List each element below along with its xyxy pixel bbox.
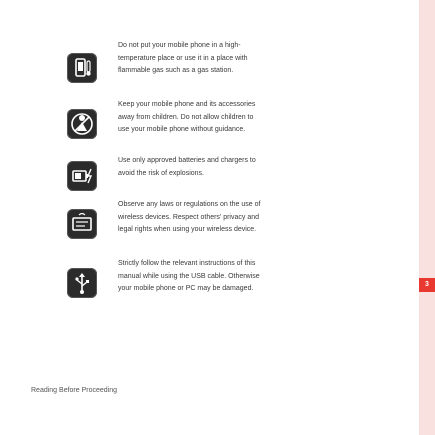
page-number-tab: 3 [419,278,435,292]
phone-thermometer-icon [67,53,97,83]
page-footer: Reading Before Proceeding [31,387,118,394]
usb-cable-icon [67,268,97,298]
child-warning-icon [67,109,97,139]
safety-text-usb: Strictly follow the relevant instructions of this manual while using the USB cable. Otherwise your mobile phone or PC may be damaged. [118,260,260,292]
battery-charger-icon [67,161,97,191]
safety-text-batteries: Use only approved batteries and chargers to avoid the risk of explosions. [118,157,256,177]
safety-text-wireless: Observe any laws or regulations on the use of wireless devices. Respect others' privacy and legal rights when using your wireless device. [118,201,261,233]
wireless-regulations-icon [67,209,97,239]
safety-text-high-temperature: Do not put your mobile phone in a high- temperature place or use it in a place with flammable gas such as a gas station. [118,42,248,74]
page-side-strip [419,0,435,435]
safety-text-children: Keep your mobile phone and its accessories away from children. Do not allow children to use your mobile phone without guidance. [118,101,256,133]
